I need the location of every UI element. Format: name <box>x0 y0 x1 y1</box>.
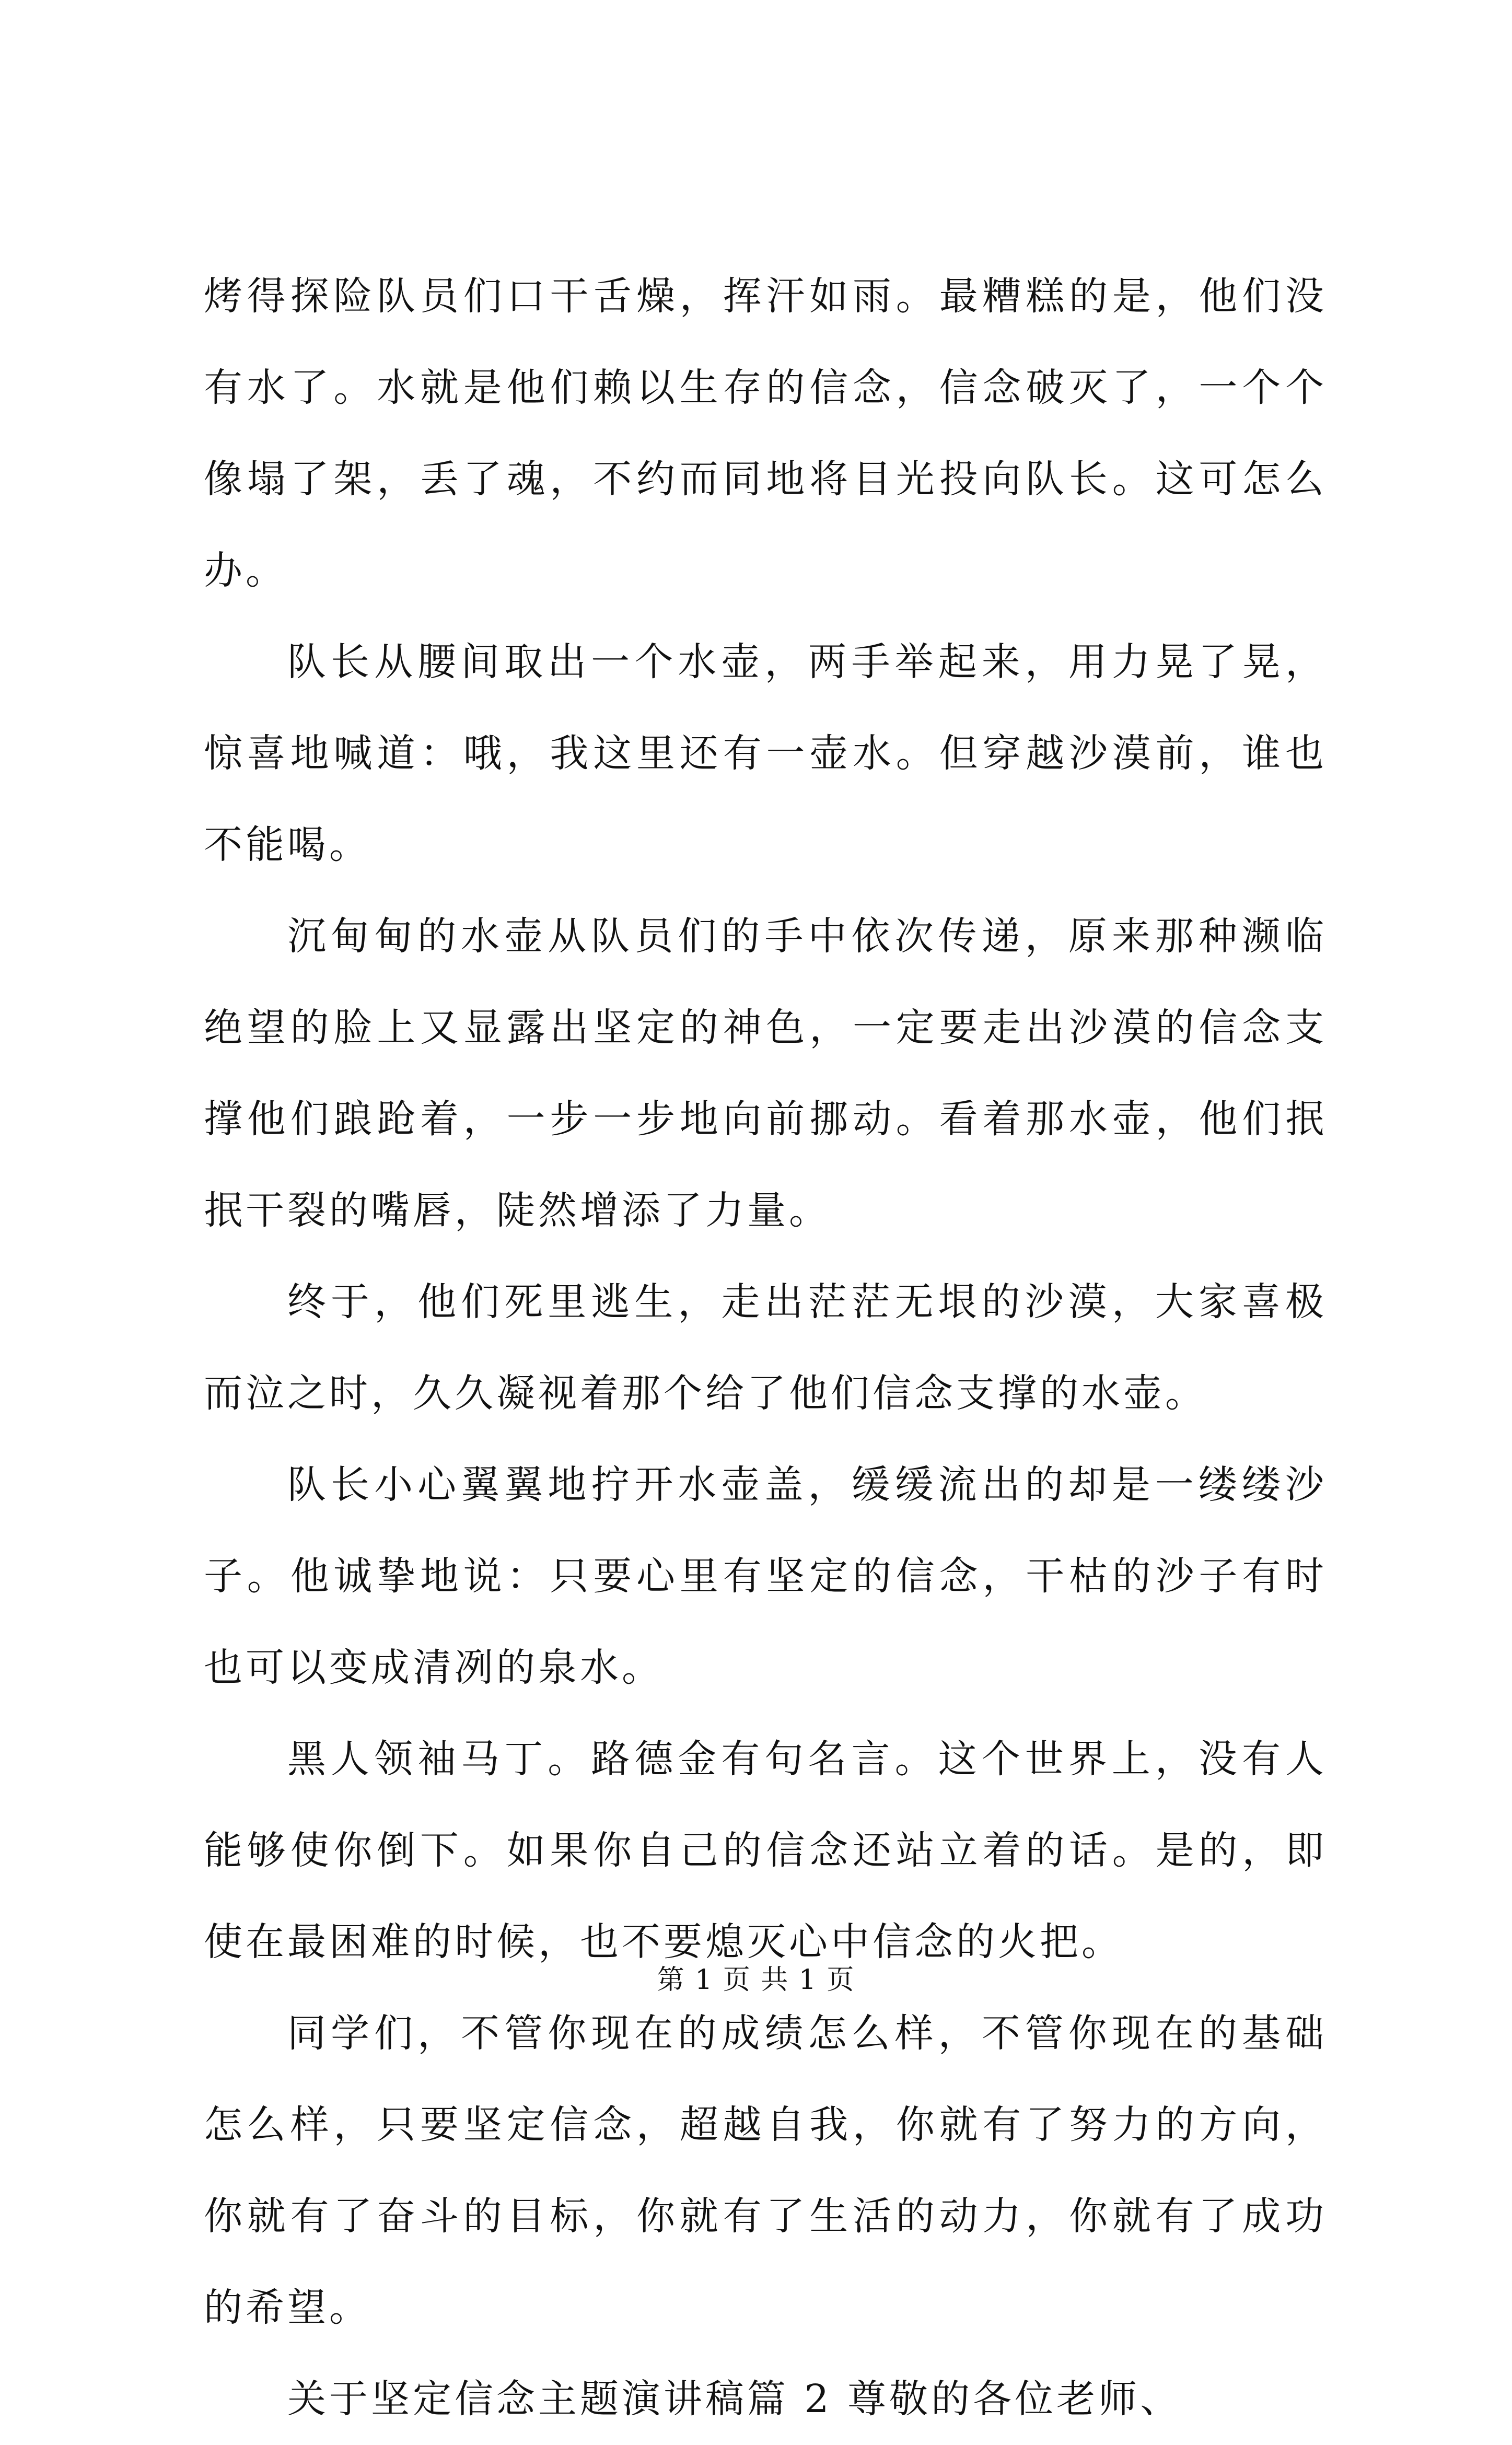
paragraph-8: 关于坚定信念主题演讲稿篇 2 尊敬的各位老师、 <box>287 2377 1182 2421</box>
document-body <box>204 251 1327 2445</box>
paragraph-2: 队长从腰间取出一个水壶，两手举起来，用力晃了晃，惊喜地喊道：哦，我这里还有一壶水。但穿越沙漠前，谁也不能喝。 <box>204 639 1327 867</box>
page-footer: 第 1 页 共 1 页 <box>657 1964 855 1996</box>
paragraph-1: 烤得探险队员们口干舌燥，挥汗如雨。最糟糕的是，他们没有水了。水就是他们赖以生存的信念，信念破灭了，一个个像塌了架，丢了魂，不约而同地将目光投向队长。这可怎么办。 <box>204 274 1327 593</box>
paragraph-6: 黑人领袖马丁。路德金有句名言。这个世界上，没有人能够使你倒下。如果你自己的信念还站立着的话。是的，即使在最困难的时候，也不要熄灭心中信念的火把。 <box>204 1737 1327 1964</box>
paragraph-7: 同学们，不管你现在的成绩怎么样，不管你现在的基础怎么样，只要坚定信念，超越自我，你就有了努力的方向，你就有了奋斗的目标，你就有了生活的动力，你就有了成功的希望。 <box>204 2011 1327 2330</box>
paragraph-3: 沉甸甸的水壶从队员们的手中依次传递，原来那种濒临绝望的脸上又显露出坚定的神色，一定要走出沙漠的信念支撑他们踉跄着，一步一步地向前挪动。看着那水壶，他们抿抿干裂的嘴唇，陡然增添了力量。 <box>204 914 1327 1233</box>
paragraph-4: 终于，他们死里逃生，走出茫茫无垠的沙漠，大家喜极而泣之时，久久凝视着那个给了他们信念支撑的水壶。 <box>204 1279 1327 1416</box>
paragraph-5: 队长小心翼翼地拧开水壶盖，缓缓流出的却是一缕缕沙子。他诚挚地说：只要心里有坚定的信念，干枯的沙子有时也可以变成清冽的泉水。 <box>204 1462 1327 1690</box>
